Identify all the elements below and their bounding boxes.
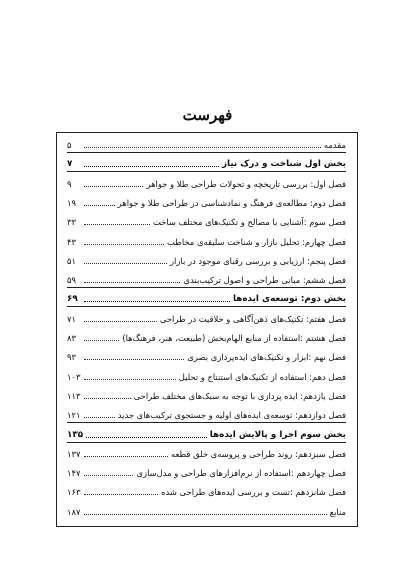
toc-entry[interactable] xyxy=(67,309,346,325)
divider xyxy=(67,306,346,307)
leader-dots xyxy=(86,436,207,438)
toc-entry-label: فصل دوم: مطالعه‌ی فرهنگ و نمادشناسی در طراحی طلا و جواهر xyxy=(117,197,346,208)
toc-entry[interactable] xyxy=(67,386,346,402)
toc-entry-label: فصل ششم: مبانی طراحی و اصول ترکیب‌بندی xyxy=(183,275,346,286)
leader-dots xyxy=(84,146,321,148)
leader-dots xyxy=(84,493,158,495)
leader-dots xyxy=(84,339,119,341)
toc-entry-label: فصل دوازدهم: توسعه‌ی ایده‌های اولیه و جستجوی ترکیب‌های جدید xyxy=(117,410,346,421)
divider xyxy=(67,442,346,443)
toc-entry-label: فصل یازدهم: ایده پردازی با توجه به سبک‌های مختلف طراحی xyxy=(133,390,346,401)
leader-dots xyxy=(84,204,115,206)
toc-entry-label: فصل اول: بررسی تاریخچه و تحولات طراحی طلا و جواهر xyxy=(146,178,346,189)
toc-page-number: ۱۳۵ xyxy=(67,429,84,440)
leader-dots xyxy=(84,281,180,283)
toc-page-number: ۱۰۳ xyxy=(67,371,81,382)
toc-page-number: ۳۳ xyxy=(67,217,76,228)
toc-entry[interactable] xyxy=(67,251,346,267)
toc-entry-label: منابع xyxy=(329,506,346,517)
toc-entry[interactable] xyxy=(67,270,346,286)
toc-page-number: ۱۳۷ xyxy=(67,448,81,459)
toc-page-number: ۹۳ xyxy=(67,352,76,363)
toc-entry[interactable] xyxy=(67,482,346,498)
toc-entry-label: فصل هشتم :استفاده از منابع الهام‌بخش (طبیعت، هنر، فرهنگ‌ها) xyxy=(122,333,346,343)
toc-entry[interactable] xyxy=(67,212,346,228)
toc-entry-label: فصل سیزدهم: روند طراحی و پروسه‌ی خلق قطعه xyxy=(171,448,346,459)
leader-dots xyxy=(84,513,327,515)
toc-page-number: ۸۳ xyxy=(67,333,76,343)
toc-page-number: ۱۶۳ xyxy=(67,487,81,498)
toc-entry[interactable] xyxy=(67,347,346,363)
toc-page-number: ۶۹ xyxy=(67,294,78,305)
leader-dots xyxy=(84,320,157,322)
toc-entry-label: بخش دوم: توسعه‌ی ایده‌ها xyxy=(232,294,346,305)
leader-dots xyxy=(84,223,150,225)
toc-entry[interactable] xyxy=(67,174,346,190)
toc-entry[interactable] xyxy=(67,502,346,518)
toc-page-number: ۷ xyxy=(67,159,73,170)
toc-entry-label: بخش اول شناخت و درک نیاز xyxy=(221,159,346,170)
leader-dots xyxy=(84,165,219,167)
toc-entry-label: مقدمه xyxy=(323,140,346,150)
toc-page-number: ۱۲۱ xyxy=(67,410,81,421)
page-title: فهرست xyxy=(182,106,233,124)
toc-page-number: ۱۴۷ xyxy=(67,468,81,479)
leader-dots xyxy=(84,455,168,457)
toc-entry[interactable] xyxy=(67,135,346,151)
toc-entry-label: فصل چهارم: تحلیل بازار و شناخت سلیقه‌ی مخاطب xyxy=(166,236,346,247)
leader-dots xyxy=(84,378,176,380)
toc-page-number: ۱۹ xyxy=(67,197,76,208)
toc-entry-label: فصل نهم :ابزار و تکنیک‌های ایده‌پردازی بصری xyxy=(187,352,346,363)
toc-page-number: ۹ xyxy=(67,178,72,189)
leader-dots xyxy=(84,185,143,187)
toc-entry[interactable] xyxy=(67,444,346,460)
toc-entry-label: فصل چهاردهم :استفاده از نرم‌افزارهای طراحی و مدل‌سازی xyxy=(136,468,346,479)
leader-dots xyxy=(84,262,167,264)
toc-entry-label: فصل پنجم: ارزیابی و بررسی رقبای موجود در بازار xyxy=(169,255,346,266)
toc-entry-label: فصل سوم :آشنایی با مصالح و تکنیک‌های مختلف ساخت xyxy=(152,217,346,228)
leader-dots xyxy=(84,474,133,476)
toc-entry-label: فصل هفتم: تکنیک‌های ذهن‌آگاهی و خلاقیت در طراحی xyxy=(159,313,346,324)
toc-part-entry[interactable] xyxy=(67,425,346,441)
toc-page-number: ۴۳ xyxy=(67,236,76,247)
leader-dots xyxy=(84,397,131,399)
toc-entry[interactable] xyxy=(67,405,346,421)
toc-page-number: ۵۹ xyxy=(67,275,76,286)
table-of-contents xyxy=(56,132,358,527)
toc-entry-label: بخش سوم اجرا و پالایش ایده‌ها xyxy=(209,429,346,440)
divider xyxy=(67,171,346,172)
leader-dots xyxy=(84,243,164,245)
toc-page-number: ۵۱ xyxy=(67,255,76,266)
toc-entry[interactable] xyxy=(67,232,346,248)
leader-dots xyxy=(84,416,115,418)
toc-page-number: ۱۸۷ xyxy=(67,506,81,517)
toc-entry-label: فصل شانزدهم :تست و بررسی ایده‌های طراحی شده xyxy=(161,487,346,498)
toc-entry[interactable] xyxy=(67,463,346,479)
toc-entry[interactable] xyxy=(67,328,346,344)
divider xyxy=(67,152,346,153)
toc-page-number: ۱۱۳ xyxy=(67,390,81,401)
toc-entry[interactable] xyxy=(67,367,346,383)
toc-part-entry[interactable] xyxy=(67,154,346,170)
leader-dots xyxy=(84,358,184,360)
divider xyxy=(67,422,346,423)
toc-page-number: ۵ xyxy=(67,140,72,150)
toc-page-number: ۷۱ xyxy=(67,313,76,324)
leader-dots xyxy=(84,300,230,302)
divider xyxy=(67,287,346,288)
toc-part-entry[interactable] xyxy=(67,289,346,305)
toc-entry[interactable] xyxy=(67,193,346,209)
toc-entry-label: فصل دهم: استفاده از تکنیک‌های استنتاج و تحلیل xyxy=(178,371,346,382)
